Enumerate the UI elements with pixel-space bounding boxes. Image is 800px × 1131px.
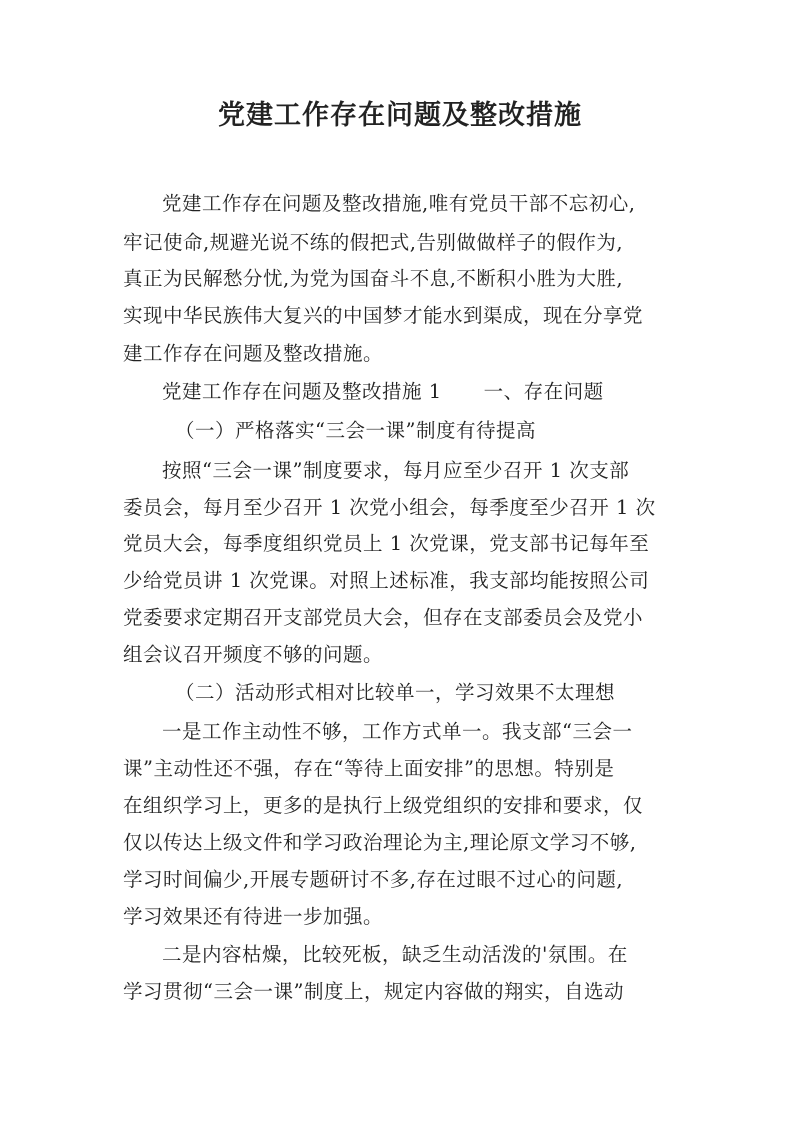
paragraph-line: 党建工作存在问题及整改措施,唯有党员干部不忘初心, <box>162 192 636 215</box>
paragraph-line: 课”主动性还不强，存在“等待上面安排”的思想。特别是 <box>123 757 615 780</box>
paragraph-line: 党委要求定期召开支部党员大会，但存在支部委员会及党小 <box>123 606 644 629</box>
paragraph-line: 真正为民解愁分忧,为党为国奋斗不息,不断积小胜为大胜, <box>123 267 624 290</box>
heading-part-title: 党建工作存在问题及整改措施 1 <box>162 380 442 403</box>
paragraph-line: 学习时间偏少,开展专题研讨不多,存在过眼不过心的问题, <box>123 868 624 891</box>
paragraph-line: 学习贯彻“三会一课”制度上，规定内容做的翔实，自选动 <box>123 980 624 1003</box>
paragraph-line: 学习效果还有待进一步加强。 <box>123 905 384 928</box>
section-heading-line <box>162 378 604 406</box>
subheading-2: （二）活动形式相对比较单一，学习效果不太理想 <box>175 681 616 704</box>
paragraph-line: 仅以传达上级文件和学习政治理论为主,理论原文学习不够, <box>123 831 637 854</box>
paragraph-line: 党员大会，每季度组织党员上 1 次党课，党支部书记每年至 <box>123 532 650 555</box>
paragraph-line: 委员会，每月至少召开 1 次党小组会，每季度至少召开 1 次 <box>123 496 656 519</box>
paragraph-line: 在组织学习上，更多的是执行上级党组织的安排和要求，仅 <box>123 794 644 817</box>
paragraph-line: 二是内容枯燥，比较死板，缺乏生动活泼的'氛围。在 <box>162 943 628 966</box>
heading-part-section: 一、存在问题 <box>483 380 604 403</box>
paragraph-line: 实现中华民族伟大复兴的中国梦才能水到渠成，现在分享党 <box>123 304 644 327</box>
subheading-1: （一）严格落实“三会一课”制度有待提高 <box>175 419 536 442</box>
paragraph-line: 牢记使命,规避光说不练的假把式,告别做做样子的假作为, <box>123 231 624 254</box>
paragraph-line: 一是工作主动性不够，工作方式单一。我支部“三会一 <box>162 720 633 743</box>
paragraph-line: 建工作存在问题及整改措施。 <box>123 342 384 365</box>
paragraph-line: 组会议召开频度不够的问题。 <box>123 643 384 666</box>
paragraph-line: 少给党员讲 1 次党课。对照上述标准，我支部均能按照公司 <box>123 569 650 592</box>
document-title: 党建工作存在问题及整改措施 <box>218 100 582 131</box>
paragraph-line: 按照“三会一课”制度要求，每月应至少召开 1 次支部 <box>162 459 630 482</box>
